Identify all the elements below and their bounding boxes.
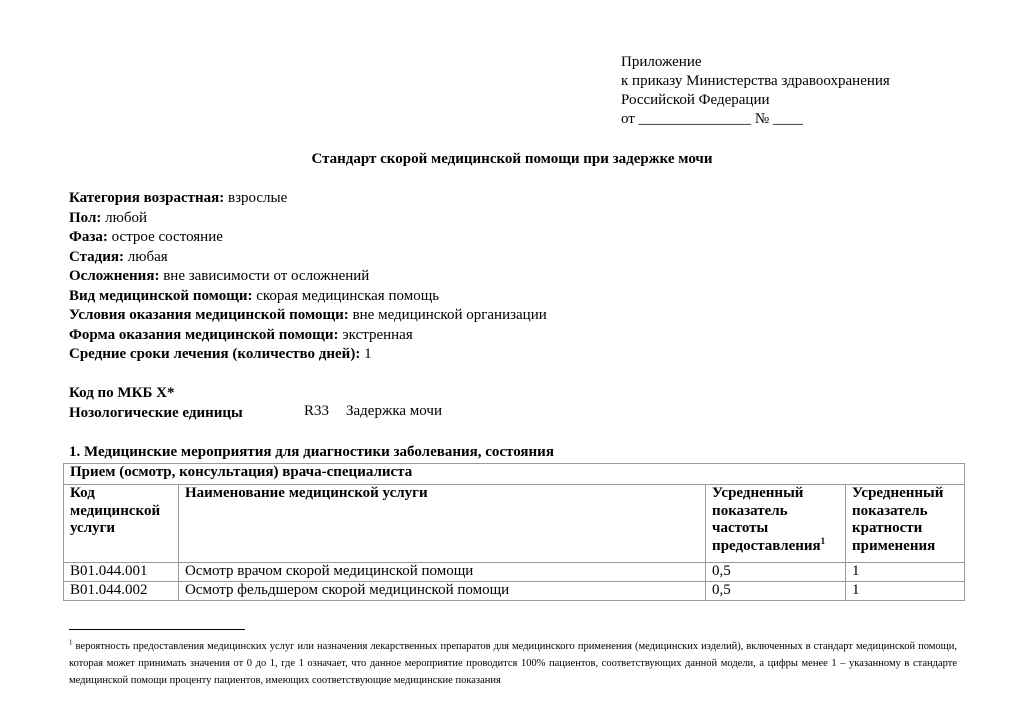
nosology-code: R33 [304,403,330,419]
meta-sex-label: Пол: [69,209,102,226]
meta-days-value: 1 [360,346,372,362]
meta-phase [69,228,547,248]
meta-age-label: Категория возрастная: [69,190,225,206]
cell-code: B01.044.001 [64,563,179,582]
meta-form [69,326,547,346]
header-name: Наименование медицинской услуги [178,485,705,563]
table-row [64,582,965,601]
meta-age-value: взрослые [224,190,288,206]
meta-conditions-label: Условия оказания медицинской помощи: [69,307,349,323]
nosology-label: Нозологические единицы [69,405,243,421]
meta-days-label: Средние сроки лечения (количество дней): [69,346,361,362]
table-header-row [64,485,965,563]
cell-name: Осмотр врачом скорой медицинской помощи [178,563,705,582]
appendix-line-1: Приложение [621,54,702,70]
table-subtitle-row [64,464,965,485]
meta-complications-value: вне зависимости от осложнений [159,268,370,284]
footnote-ref: 1 [820,535,826,546]
meta-form-value: экстренная [338,326,413,343]
cell-multiplicity: 1 [846,582,965,601]
meta-conditions-value: вне медицинской организации [348,307,547,323]
header-multiplicity: Усредненный показатель кратности применения [846,485,965,563]
meta-sex-value: любой [101,209,147,226]
meta-complications [69,267,547,287]
meta-stage-label: Стадия: [69,248,125,265]
footnote-text: вероятность предоставления медицинских услуг или назначения лекарственных препаратов для медицинского применения (медицинских изделий), включенных в стандарт медицинской помощи, которая может принимать значения от 0 до 1, где 1 означает, что данное мероприятие проводится 100% пациентов, соответствующих данной модели, а цифры менее 1 – указанному в стандарте медицинской помощи проценту пациентов, имеющих соответствующие медицинские показания [69,641,957,686]
meta-care-type-value: скорая медицинская помощь [252,287,440,304]
cell-frequency: 0,5 [706,563,846,582]
nosology-name: Задержка мочи [346,403,442,419]
meta-stage-value: любая [124,248,168,265]
appendix-line-4: от _______________ № ____ [621,111,803,127]
meta-sex [69,209,547,229]
meta-days [69,345,547,365]
footnote-marker: 1 [69,638,73,647]
table-row [64,563,965,582]
document-title: Стандарт скорой медицинской помощи при задержке мочи [311,151,713,167]
cell-frequency: 0,5 [706,582,846,601]
meta-age [69,189,547,209]
meta-phase-label: Фаза: [69,229,108,245]
cell-name: Осмотр фельдшером скорой медицинской помощи [178,582,705,601]
section-title: 1. Медицинские мероприятия для диагностики заболевания, состояния [69,444,554,460]
meta-stage [69,248,547,268]
footnote [69,638,957,689]
meta-form-label: Форма оказания медицинской помощи: [69,326,339,343]
meta-care-type [69,287,547,307]
standard-metadata [69,189,547,365]
meta-care-type-label: Вид медицинской помощи: [69,287,253,304]
table-subtitle: Прием (осмотр, консультация) врача-специалиста [64,464,965,485]
appendix-line-2: к приказу Министерства здравоохранения [621,73,890,89]
header-code: Код медицинской услуги [64,485,179,563]
meta-phase-value: острое состояние [107,229,223,245]
meta-complications-label: Осложнения: [69,268,160,284]
cell-code: B01.044.002 [64,582,179,601]
appendix-block [621,53,890,129]
appendix-line-3: Российской Федерации [621,92,770,108]
header-frequency [706,485,846,563]
meta-conditions [69,306,547,326]
header-frequency-text: Усредненный показатель частоты предоставления [712,485,821,554]
mkb-code-label: Код по МКБ X* [69,385,175,401]
cell-multiplicity: 1 [846,563,965,582]
footnote-separator [69,629,245,630]
services-table [63,463,965,601]
